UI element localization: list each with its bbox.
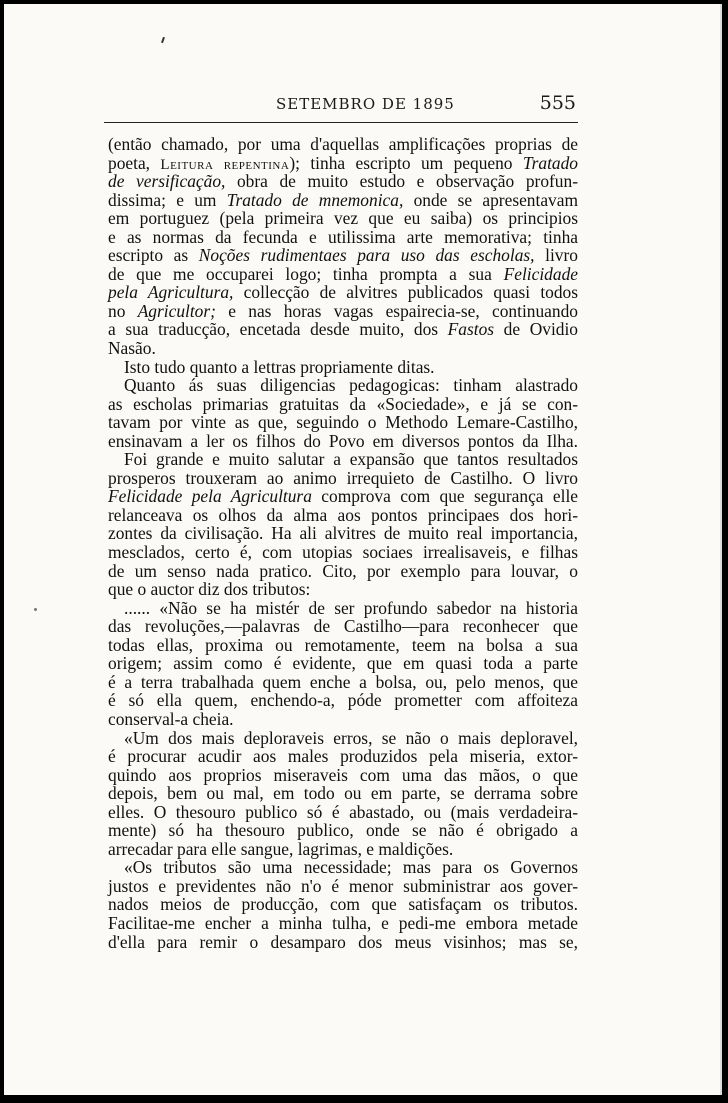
text-line: nados meios de producção, com que satisfaçam os tributos.	[108, 894, 578, 915]
text-line: poeta, Leitura repentina); tinha escripto um pequeno Tratado	[108, 152, 578, 173]
text-line: no Agricultor; e nas horas vagas espairecia-se, continuando	[108, 300, 578, 321]
text-line: Quanto ás suas diligencias pedagogicas: tinham alastrado	[124, 375, 578, 396]
text-line: é a terra trabalhada quem enche a bolsa, ou, pelo menos, que	[108, 671, 578, 692]
text-line: d'ella para remir o desamparo dos meus visinhos; mas se,	[108, 931, 578, 952]
text-line: «Os tributos são uma necessidade; mas para os Governos	[124, 857, 578, 878]
text-line: que o auctor diz dos tributos:	[108, 579, 311, 600]
text-line: Felicidade pela Agricultura comprova com que segurança elle	[108, 486, 578, 507]
text-line: de um senso nada pratico. Cito, por exemplo para louvar, o	[108, 560, 578, 581]
text-line: ...... «Não se ha mistér de ser profundo sabedor na historia	[124, 597, 578, 618]
running-head: SETEMBRO DE 1895	[276, 95, 455, 113]
text-line: Foi grande e muito salutar a expansão que tantos resultados	[124, 449, 578, 470]
text-line: conserval-a cheia.	[108, 708, 234, 729]
text-line: quindo aos proprios miseraveis com uma das mãos, o que	[108, 764, 578, 785]
text-line: pela Agricultura, collecção de alvitres publicados quasi todos	[108, 282, 578, 303]
text-line: depois, bem ou mal, em todo ou em parte, se derrama sobre	[108, 783, 578, 804]
text-line: arrecadar para elle sangue, lagrimas, e maldições.	[108, 838, 454, 859]
text-line: de que me occuparei logo; tinha prompta a sua Felicidade	[108, 263, 578, 284]
text-line: justos e previdentes não n'o é menor subministrar aos gover-	[108, 875, 578, 896]
text-line: ensinavam a ler os filhos do Povo em diversos pontos da Ilha.	[108, 430, 578, 451]
text-line: mesclados, certo é, com utopias sociaes irrealisaveis, e filhas	[108, 542, 578, 563]
text-line: de versificação, obra de muito estudo e observação profun-	[108, 171, 578, 192]
text-line: é só ella quem, enchendo-a, póde prometter com affoiteza	[108, 690, 578, 711]
body-text	[108, 135, 578, 951]
text-line: as escholas primarias gratuitas da «Sociedade», e já se con-	[108, 393, 578, 414]
text-line: mente) só ha thesouro publico, onde se não é obrigado a	[108, 820, 578, 841]
text-line: e as normas da fecunda e utilissima arte memorativa; tinha	[108, 226, 578, 247]
text-line: das revoluções,—palavras de Castilho—para reconhecer que	[108, 616, 578, 637]
text-line: relanceava os olhos da alma aos pontos principaes dos hori-	[108, 504, 578, 525]
text-line: Isto tudo quanto a lettras propriamente ditas.	[124, 356, 435, 377]
text-line: em portuguez (pela primeira vez que eu saiba) os principios	[108, 208, 578, 229]
text-line: prosperos trouxeram ao animo irrequieto de Castilho. O livro	[108, 467, 578, 488]
text-line: Nasão.	[108, 338, 156, 359]
ink-speck	[34, 608, 37, 611]
text-line: tavam por vinte as que, seguindo o Methodo Lemare-Castilho,	[108, 412, 578, 433]
page-number: 555	[539, 92, 576, 114]
text-line: elles. O thesouro publico só é abastado, ou (mais verdadeira-	[108, 801, 578, 822]
text-line: origem; assim como é evidente, que em quasi toda a parte	[108, 653, 578, 674]
page-header	[104, 92, 578, 123]
ink-speck	[161, 37, 165, 43]
text-line: Facilitae-me encher a minha tulha, e pedi-me embora metade	[108, 912, 578, 933]
text-line: é procurar acudir aos males produzidos pela miseria, extor-	[108, 746, 578, 767]
text-line: zontes da civilisação. Ha ali alvitres de muito real importancia,	[108, 523, 578, 544]
text-line: «Um dos mais deploraveis erros, se não o mais deploravel,	[124, 727, 578, 748]
text-line: escripto as Noções rudimentaes para uso das escholas, livro	[108, 245, 578, 266]
text-line: todas ellas, proxima ou remotamente, teem na bolsa a sua	[108, 634, 578, 655]
book-page	[4, 4, 722, 1095]
text-line: a sua traducção, encetada desde muito, dos Fastos de Ovidio	[108, 319, 579, 340]
text-line: dissima; e um Tratado de mnemonica, onde se apresentavam	[108, 189, 578, 210]
text-line: (então chamado, por uma d'aquellas amplificações proprias de	[108, 134, 578, 154]
